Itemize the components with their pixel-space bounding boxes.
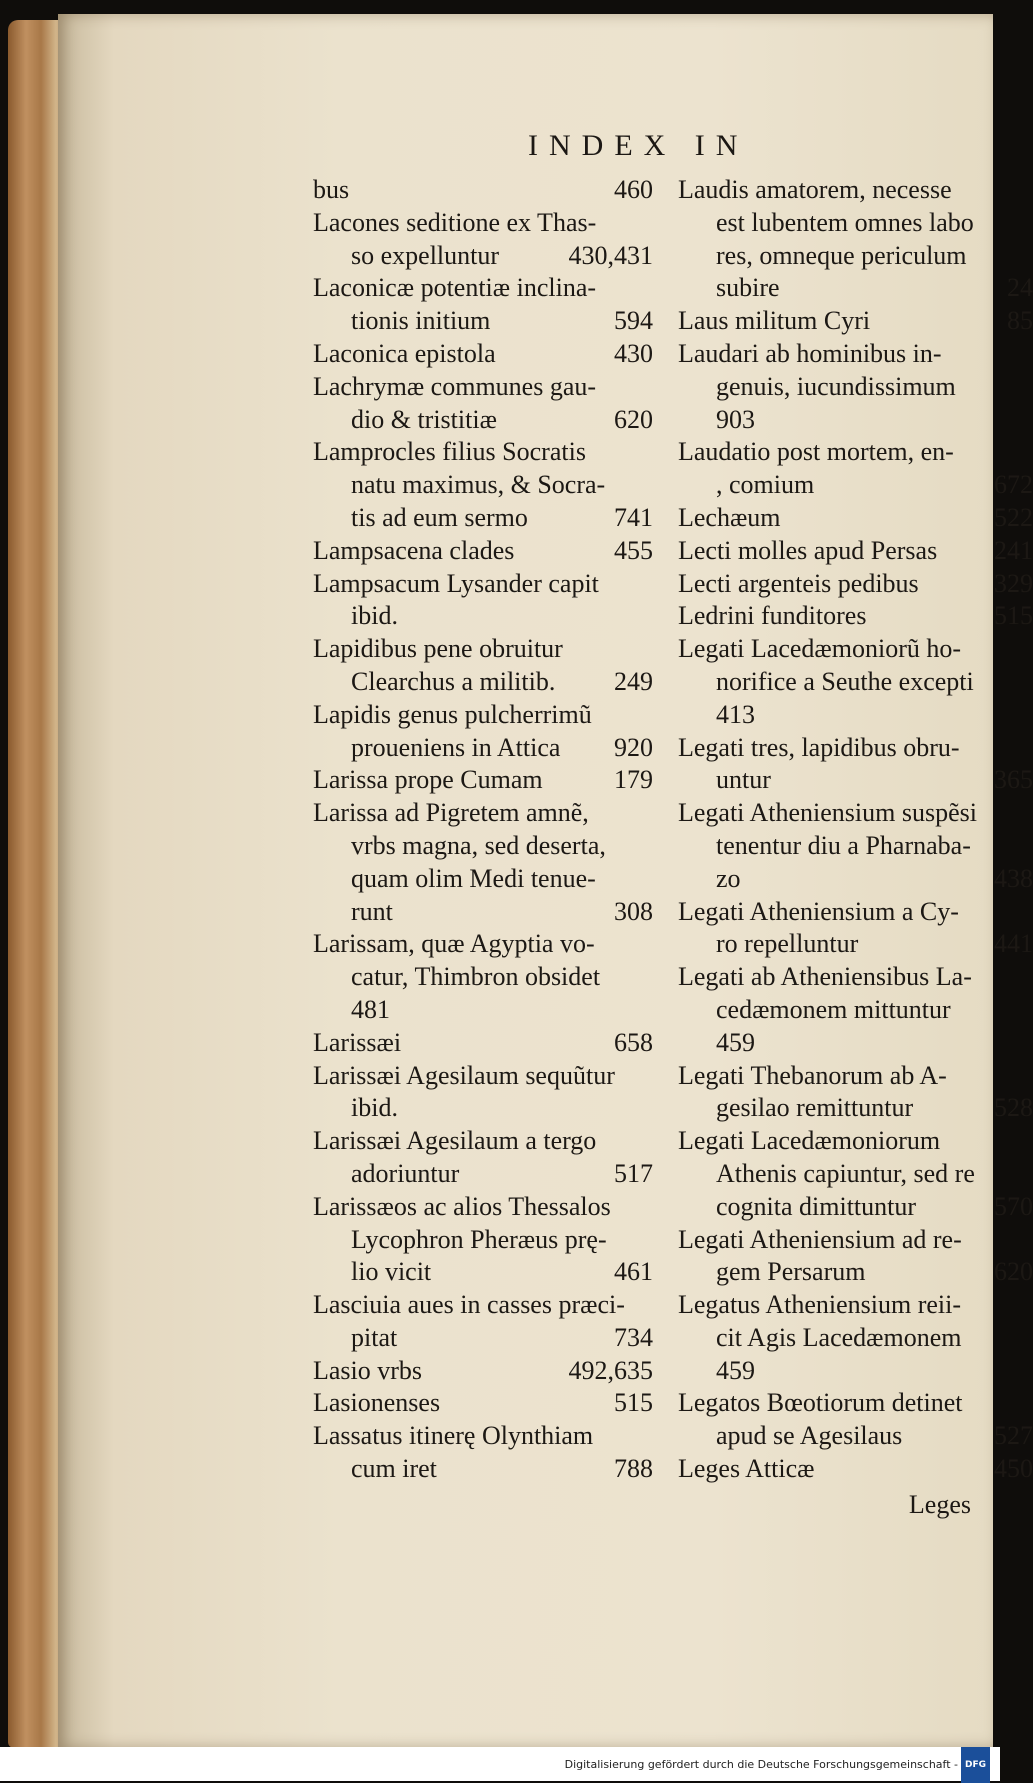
entry-text: vrbs magna, sed deserta, bbox=[351, 830, 606, 860]
entry-line bbox=[678, 961, 1033, 994]
index-entry bbox=[313, 272, 653, 338]
entry-line bbox=[313, 1092, 653, 1125]
entry-text: est lubentem omnes labo bbox=[716, 207, 974, 237]
entry-text: tenentur diu a Pharnaba- bbox=[716, 830, 971, 860]
entry-line bbox=[678, 1224, 1033, 1257]
page-reference: 515 bbox=[614, 1388, 653, 1418]
entry-text: Lycophron Pheræus prę- bbox=[351, 1224, 607, 1254]
entry-text: 459 bbox=[716, 1355, 755, 1385]
entry-text: cum iret bbox=[351, 1454, 437, 1484]
entry-line bbox=[678, 928, 1033, 961]
entry-text: 481 bbox=[351, 994, 390, 1024]
page-reference: 620 bbox=[994, 1257, 1033, 1287]
index-entry bbox=[678, 732, 1033, 798]
entry-text: tis ad eum sermo bbox=[351, 502, 528, 532]
entry-line bbox=[313, 1191, 653, 1224]
entry-line bbox=[678, 1158, 1033, 1191]
entry-line bbox=[313, 863, 653, 896]
entry-line bbox=[678, 633, 1033, 666]
entry-text: Legati Lacedæmoniorum bbox=[678, 1126, 941, 1156]
page-reference: 24 bbox=[1007, 273, 1033, 303]
entry-text: Ledrini funditores bbox=[678, 601, 867, 631]
index-entry bbox=[678, 436, 1033, 502]
entry-text: Lecti molles apud Persas bbox=[678, 535, 938, 565]
entry-text: so expelluntur bbox=[351, 240, 500, 270]
entry-text: Clearchus a militib. bbox=[351, 666, 556, 696]
entry-line bbox=[313, 207, 653, 240]
entry-text: gesilao remittuntur bbox=[716, 1093, 914, 1123]
entry-text: Legati ab Atheniensibus La- bbox=[678, 962, 972, 992]
entry-text: cedæmonem mittuntur bbox=[716, 994, 951, 1024]
page-reference: 308 bbox=[614, 896, 653, 926]
entry-text: Larissa ad Pigretem amnẽ, bbox=[313, 798, 589, 828]
entry-line bbox=[678, 338, 1033, 371]
index-entry bbox=[678, 305, 1033, 338]
entry-line bbox=[313, 338, 653, 371]
entry-text: Legati Atheniensium ad re- bbox=[678, 1224, 962, 1254]
page-reference: 430,431 bbox=[568, 240, 653, 270]
index-entry bbox=[678, 502, 1033, 535]
entry-line bbox=[678, 600, 1033, 633]
page-reference: 672 bbox=[994, 470, 1033, 500]
entry-line bbox=[313, 797, 653, 830]
entry-line bbox=[678, 1387, 1033, 1420]
index-column-left bbox=[313, 174, 653, 1486]
entry-line bbox=[313, 994, 653, 1027]
running-header: INDEX IN bbox=[528, 129, 749, 162]
entry-line bbox=[313, 666, 653, 699]
entry-text: Legatos Bœotiorum detinet bbox=[678, 1388, 963, 1418]
entry-text: Legati Lacedæmoniorũ ho- bbox=[678, 634, 962, 664]
entry-line bbox=[678, 305, 1033, 338]
entry-line bbox=[678, 732, 1033, 765]
page-reference: 241 bbox=[994, 535, 1033, 565]
entry-text: Laconica epistola bbox=[313, 338, 496, 368]
entry-line bbox=[313, 699, 653, 732]
index-entry bbox=[678, 338, 1033, 436]
index-entry bbox=[678, 633, 1033, 731]
entry-text: bus bbox=[313, 175, 350, 204]
entry-text: ro repelluntur bbox=[716, 929, 859, 959]
entry-text: Laudari ab hominibus in- bbox=[678, 338, 942, 368]
entry-text: ibid. bbox=[351, 1093, 398, 1123]
entry-text: Laus militum Cyri bbox=[678, 306, 871, 336]
entry-line bbox=[678, 371, 1033, 404]
page-reference: 517 bbox=[614, 1158, 653, 1188]
funding-footer bbox=[0, 1747, 1000, 1781]
entry-line bbox=[313, 732, 653, 765]
entry-text: 413 bbox=[716, 699, 755, 729]
entry-line bbox=[313, 436, 653, 469]
entry-text: Laconicæ potentiæ inclina- bbox=[313, 273, 597, 303]
entry-text: Lacones seditione ex Thas- bbox=[313, 207, 597, 237]
index-entry bbox=[313, 764, 653, 797]
entry-line bbox=[678, 568, 1033, 601]
page-reference: 329 bbox=[994, 568, 1033, 598]
page-reference: 455 bbox=[614, 535, 653, 565]
entry-line bbox=[678, 1355, 1033, 1388]
index-entry bbox=[313, 1387, 653, 1420]
entry-line bbox=[313, 1060, 653, 1093]
entry-line bbox=[678, 535, 1033, 568]
index-entry bbox=[313, 797, 653, 928]
entry-text: Laudatio post mortem, en- bbox=[678, 437, 954, 467]
entry-text: Larissam, quæ Agyptia vo- bbox=[313, 929, 595, 959]
entry-text: Larissæi Agesilaum a tergo bbox=[313, 1126, 597, 1156]
entry-line bbox=[678, 699, 1033, 732]
entry-text: Athenis capiuntur, sed re bbox=[716, 1158, 975, 1188]
entry-line bbox=[313, 404, 653, 437]
index-column-right bbox=[678, 174, 1033, 1486]
entry-line bbox=[313, 764, 653, 797]
entry-line bbox=[313, 1224, 653, 1257]
entry-text: ibid. bbox=[351, 601, 398, 631]
entry-line bbox=[678, 272, 1033, 305]
entry-line bbox=[678, 896, 1033, 929]
entry-line bbox=[678, 863, 1033, 896]
entry-line bbox=[678, 830, 1033, 863]
entry-line bbox=[678, 666, 1033, 699]
index-entry bbox=[678, 1125, 1033, 1223]
page-reference: 515 bbox=[994, 601, 1033, 631]
entry-text: Legatus Atheniensium reii- bbox=[678, 1290, 962, 1320]
entry-line bbox=[313, 633, 653, 666]
entry-text: Larissa prope Cumam bbox=[313, 765, 543, 795]
entry-text: Legati Atheniensium a Cy- bbox=[678, 896, 959, 926]
entry-line bbox=[678, 1289, 1033, 1322]
entry-text: lio vicit bbox=[351, 1257, 432, 1287]
entry-text: , comium bbox=[716, 470, 815, 500]
entry-line bbox=[313, 1355, 653, 1388]
entry-text: 903 bbox=[716, 404, 755, 434]
entry-text: natu maximus, & Socra- bbox=[351, 470, 606, 500]
entry-text: Lapidibus pene obruitur bbox=[313, 634, 563, 664]
index-entry bbox=[678, 535, 1033, 568]
entry-line bbox=[678, 1125, 1033, 1158]
entry-line bbox=[678, 1060, 1033, 1093]
entry-text: pitat bbox=[351, 1322, 398, 1352]
dfg-logo: DFG bbox=[961, 1747, 990, 1783]
index-entry bbox=[313, 928, 653, 1026]
entry-text: Lampsacum Lysander capit bbox=[313, 568, 599, 598]
entry-line bbox=[313, 896, 653, 929]
page-reference: 438 bbox=[994, 863, 1033, 893]
entry-text: subire bbox=[716, 273, 780, 303]
entry-text: Legati Thebanorum ab A- bbox=[678, 1060, 947, 1090]
index-entry bbox=[313, 1355, 653, 1388]
page-reference: 461 bbox=[614, 1257, 653, 1287]
page-reference: 570 bbox=[994, 1191, 1033, 1221]
index-entry bbox=[313, 568, 653, 634]
entry-line bbox=[313, 600, 653, 633]
entry-text: zo bbox=[716, 863, 741, 893]
entry-line bbox=[313, 535, 653, 568]
index-entry bbox=[313, 1289, 653, 1355]
entry-line bbox=[313, 1125, 653, 1158]
entry-text: dio & tristitiæ bbox=[351, 404, 497, 434]
page-reference: 441 bbox=[994, 929, 1033, 959]
entry-text: Larissæi Agesilaum sequũtur bbox=[313, 1060, 615, 1090]
index-entry bbox=[678, 1387, 1033, 1453]
index-entry bbox=[678, 896, 1033, 962]
entry-line bbox=[313, 928, 653, 961]
index-entry bbox=[678, 568, 1033, 601]
entry-line bbox=[678, 797, 1033, 830]
footer-text: Digitalisierung gefördert durch die Deutsche Forschungsgemeinschaft - bbox=[564, 1758, 958, 1771]
entry-text: Larissæos ac alios Thessalos bbox=[313, 1191, 611, 1221]
index-entry bbox=[313, 436, 653, 534]
page-reference: 492,635 bbox=[568, 1355, 653, 1385]
entry-text: Lapidis genus pulcherrimũ bbox=[313, 699, 592, 729]
page-reference: 920 bbox=[614, 732, 653, 762]
entry-text: genuis, iucundissimum bbox=[716, 371, 956, 401]
page-reference: 450 bbox=[994, 1454, 1033, 1484]
entry-line bbox=[678, 502, 1033, 535]
entry-text: Lasionenses bbox=[313, 1388, 441, 1418]
entry-text: tionis initium bbox=[351, 306, 491, 336]
page-reference: 249 bbox=[614, 666, 653, 696]
entry-line bbox=[313, 1387, 653, 1420]
entry-line bbox=[678, 174, 1033, 207]
entry-line bbox=[678, 404, 1033, 437]
entry-line bbox=[313, 830, 653, 863]
page-reference: 788 bbox=[614, 1454, 653, 1484]
entry-line bbox=[678, 994, 1033, 1027]
entry-line bbox=[678, 240, 1033, 273]
page-reference: 85 bbox=[1007, 306, 1033, 336]
entry-line bbox=[313, 1256, 653, 1289]
entry-line bbox=[313, 502, 653, 535]
entry-text: norifice a Seuthe excepti bbox=[716, 666, 974, 696]
entry-line bbox=[313, 272, 653, 305]
index-entry bbox=[313, 338, 653, 371]
page-reference: 179 bbox=[614, 765, 653, 795]
entry-text: Lamprocles filius Socratis bbox=[313, 437, 586, 467]
index-entry bbox=[678, 797, 1033, 895]
page-reference: 741 bbox=[614, 502, 653, 532]
entry-line bbox=[678, 469, 1033, 502]
index-entry bbox=[678, 1453, 1033, 1486]
index-entry bbox=[678, 1060, 1033, 1126]
page-reference: 522 bbox=[994, 502, 1033, 532]
index-entry bbox=[313, 207, 653, 273]
index-entry bbox=[678, 1224, 1033, 1290]
index-entry bbox=[678, 961, 1033, 1059]
index-entry bbox=[313, 371, 653, 437]
entry-text: untur bbox=[716, 765, 771, 795]
entry-line bbox=[313, 1027, 653, 1060]
entry-line bbox=[313, 568, 653, 601]
entry-text: gem Persarum bbox=[716, 1257, 866, 1287]
entry-text: Legati Atheniensium suspẽsi bbox=[678, 798, 977, 828]
entry-text: Lechæum bbox=[678, 502, 781, 532]
entry-line bbox=[678, 207, 1033, 240]
entry-line bbox=[313, 1158, 653, 1191]
entry-line bbox=[678, 1256, 1033, 1289]
page-reference: 430 bbox=[614, 338, 653, 368]
entry-text: Laudis amatorem, necesse bbox=[678, 175, 952, 204]
book-page bbox=[58, 14, 1033, 1748]
entry-line bbox=[678, 1453, 1033, 1486]
entry-text: Lassatus itinerę Olynthiam bbox=[313, 1421, 594, 1451]
entry-line bbox=[678, 1420, 1033, 1453]
entry-line bbox=[678, 1092, 1033, 1125]
entry-line bbox=[678, 764, 1033, 797]
entry-line bbox=[313, 240, 653, 273]
entry-line bbox=[313, 1289, 653, 1322]
entry-text: 459 bbox=[716, 1027, 755, 1057]
index-entry bbox=[313, 1191, 653, 1289]
entry-text: Leges Atticæ bbox=[678, 1454, 815, 1484]
entry-text: Lasciuia aues in casses præci- bbox=[313, 1290, 625, 1320]
entry-text: apud se Agesilaus bbox=[716, 1421, 903, 1451]
entry-line bbox=[313, 1453, 653, 1486]
entry-line bbox=[313, 469, 653, 502]
page-reference: 620 bbox=[614, 404, 653, 434]
page-reference: 594 bbox=[614, 306, 653, 336]
entry-text: Legati tres, lapidibus obru- bbox=[678, 732, 960, 762]
entry-line bbox=[678, 1322, 1033, 1355]
entry-text: Lecti argenteis pedibus bbox=[678, 568, 919, 598]
entry-text: cognita dimittuntur bbox=[716, 1191, 917, 1221]
page-reference: 365 bbox=[994, 765, 1033, 795]
entry-text: catur, Thimbron obsidet bbox=[351, 962, 601, 992]
page-reference: 528 bbox=[994, 1093, 1033, 1123]
entry-text: runt bbox=[351, 896, 393, 926]
entry-line bbox=[313, 1420, 653, 1453]
entry-line bbox=[313, 305, 653, 338]
page-reference: 527 bbox=[994, 1421, 1033, 1451]
catchword: Leges bbox=[908, 1490, 971, 1519]
entry-text: proueniens in Attica bbox=[351, 732, 561, 762]
entry-text: adoriuntur bbox=[351, 1158, 460, 1188]
entry-text: Lasio vrbs bbox=[313, 1355, 423, 1385]
entry-line bbox=[678, 1027, 1033, 1060]
entry-text: Lampsacena clades bbox=[313, 535, 515, 565]
entry-text: cit Agis Lacedæmonem bbox=[716, 1322, 962, 1352]
page-reference: 460 bbox=[614, 175, 653, 204]
entry-line bbox=[313, 174, 653, 207]
entry-text: res, omneque periculum bbox=[716, 240, 967, 270]
index-entry bbox=[313, 174, 653, 207]
page-reference: 658 bbox=[614, 1027, 653, 1057]
index-entry bbox=[313, 535, 653, 568]
entry-text: Larissæi bbox=[313, 1027, 402, 1057]
index-entry bbox=[678, 1289, 1033, 1387]
entry-line bbox=[678, 436, 1033, 469]
entry-line bbox=[313, 961, 653, 994]
index-entry bbox=[313, 699, 653, 765]
page-reference: 734 bbox=[614, 1322, 653, 1352]
index-entry bbox=[313, 1060, 653, 1126]
entry-line bbox=[313, 1322, 653, 1355]
entry-text: quam olim Medi tenue- bbox=[351, 863, 596, 893]
index-entry bbox=[313, 633, 653, 699]
index-entry bbox=[678, 174, 1033, 305]
index-entry bbox=[678, 600, 1033, 633]
index-entry bbox=[313, 1125, 653, 1191]
entry-text: Lachrymæ communes gau- bbox=[313, 371, 597, 401]
index-entry bbox=[313, 1027, 653, 1060]
entry-line bbox=[313, 371, 653, 404]
index-entry bbox=[313, 1420, 653, 1486]
entry-line bbox=[678, 1191, 1033, 1224]
